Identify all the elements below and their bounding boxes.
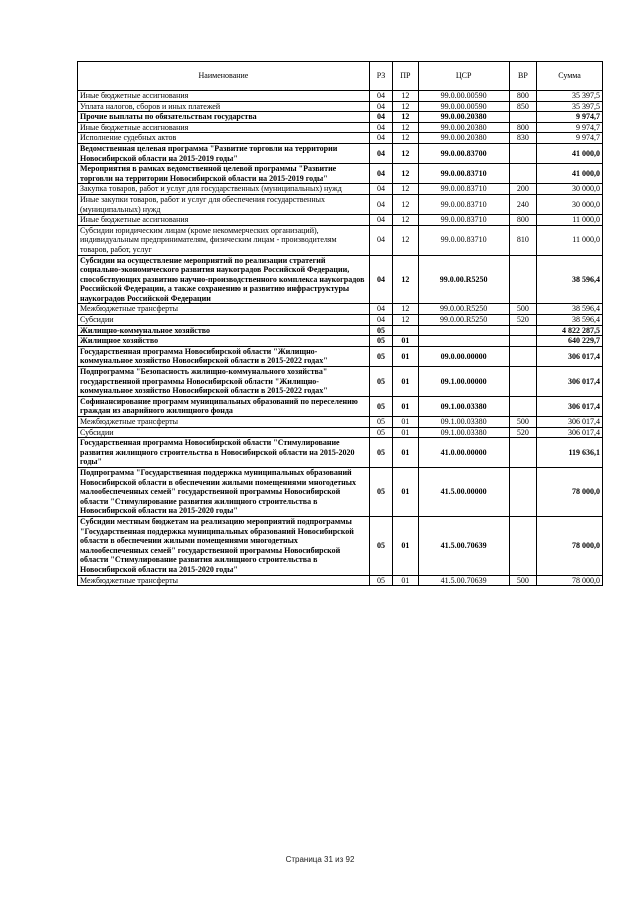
cell-rz: 04 xyxy=(369,304,392,315)
cell-name: Подпрограмма "Государственная поддержка муниципальных образований Новосибирской области в обеспечении жилыми помещениями многодетных малообеспеченных семей" государственной программы Новосибирской области "Стимулирование развития жилищного строительства в Новосибирской области на 2015-2020 годы" xyxy=(78,467,370,516)
cell-vr xyxy=(509,516,536,575)
cell-sum: 38 596,4 xyxy=(537,315,603,326)
cell-pr: 12 xyxy=(393,255,418,304)
table-row xyxy=(78,304,603,315)
cell-csr xyxy=(418,325,509,336)
table-row xyxy=(78,575,603,586)
cell-vr xyxy=(509,467,536,516)
cell-rz: 05 xyxy=(369,427,392,438)
cell-rz: 04 xyxy=(369,122,392,133)
cell-vr: 810 xyxy=(509,225,536,255)
table-row xyxy=(78,215,603,226)
cell-name: Иные бюджетные ассигнования xyxy=(78,91,370,102)
cell-sum: 9 974,7 xyxy=(537,133,603,144)
cell-rz: 05 xyxy=(369,336,392,347)
cell-csr: 99.0.00.83710 xyxy=(418,215,509,226)
cell-csr: 09.1.00.03380 xyxy=(418,427,509,438)
table-row xyxy=(78,427,603,438)
cell-name: Субсидии xyxy=(78,427,370,438)
cell-sum: 4 822 287,5 xyxy=(537,325,603,336)
cell-sum: 640 229,7 xyxy=(537,336,603,347)
cell-name: Межбюджетные трансферты xyxy=(78,304,370,315)
cell-rz: 04 xyxy=(369,215,392,226)
table-row xyxy=(78,164,603,184)
cell-sum: 306 017,4 xyxy=(537,367,603,397)
table-row xyxy=(78,101,603,112)
cell-pr: 12 xyxy=(393,112,418,123)
page-footer: Страница 31 из 92 xyxy=(285,855,355,864)
cell-vr: 800 xyxy=(509,215,536,226)
cell-name: Мероприятия в рамках ведомственной целевой программы "Развитие торговли на территории Новосибирской области на 2015-2019 годы" xyxy=(78,164,370,184)
cell-pr: 01 xyxy=(393,336,418,347)
cell-rz: 04 xyxy=(369,133,392,144)
cell-pr: 12 xyxy=(393,215,418,226)
cell-name: Подпрограмма "Безопасность жилищно-коммунального хозяйства" государственной программы Новосибирской области "Жилищно-коммунальное хозяйство Новосибирской области в 2015-2022 годах" xyxy=(78,367,370,397)
cell-sum: 38 596,4 xyxy=(537,255,603,304)
cell-csr: 99.0.00.83710 xyxy=(418,164,509,184)
cell-name: Иные бюджетные ассигнования xyxy=(78,215,370,226)
cell-csr: 41.5.00.70639 xyxy=(418,516,509,575)
table-row xyxy=(78,194,603,214)
cell-pr: 12 xyxy=(393,91,418,102)
header-row xyxy=(78,62,603,91)
cell-csr: 99.0.00.00590 xyxy=(418,101,509,112)
table-row xyxy=(78,184,603,195)
cell-pr: 12 xyxy=(393,133,418,144)
cell-name: Субсидии юридическим лицам (кроме некоммерческих организаций), индивидуальным предпринимателям, физическим лицам - производителям товаров, работ, услуг xyxy=(78,225,370,255)
header-vr: ВР xyxy=(509,62,536,91)
cell-pr: 12 xyxy=(393,101,418,112)
cell-vr xyxy=(509,255,536,304)
cell-pr: 01 xyxy=(393,438,418,468)
table-row xyxy=(78,346,603,366)
cell-rz: 05 xyxy=(369,438,392,468)
cell-pr: 12 xyxy=(393,225,418,255)
cell-csr: 99.0.00.83710 xyxy=(418,184,509,195)
cell-rz: 05 xyxy=(369,467,392,516)
cell-rz: 05 xyxy=(369,417,392,428)
table-row xyxy=(78,438,603,468)
cell-pr: 01 xyxy=(393,417,418,428)
cell-vr: 520 xyxy=(509,315,536,326)
cell-csr: 99.0.00.20380 xyxy=(418,133,509,144)
cell-pr: 12 xyxy=(393,184,418,195)
cell-csr: 99.0.00.20380 xyxy=(418,112,509,123)
cell-csr: 41.0.00.00000 xyxy=(418,438,509,468)
table-row xyxy=(78,315,603,326)
cell-name: Прочие выплаты по обязательствам государства xyxy=(78,112,370,123)
cell-pr: 01 xyxy=(393,467,418,516)
cell-csr: 41.5.00.70639 xyxy=(418,575,509,586)
cell-name: Исполнение судебных актов xyxy=(78,133,370,144)
cell-sum: 35 397,5 xyxy=(537,91,603,102)
cell-pr: 01 xyxy=(393,367,418,397)
table-row xyxy=(78,143,603,163)
cell-pr xyxy=(393,325,418,336)
cell-rz: 04 xyxy=(369,184,392,195)
cell-vr xyxy=(509,112,536,123)
cell-sum: 306 017,4 xyxy=(537,427,603,438)
cell-name: Субсидии местным бюджетам на реализацию мероприятий подпрограммы "Государственная поддержка муниципальных образований Новосибирской области в обеспечении жилыми помещениями многодетных малообеспеченных семей" государственной программы Новосибирской области "Стимулирование развития жилищного строительства в Новосибирской области на 2015-2020 годы" xyxy=(78,516,370,575)
cell-name: Государственная программа Новосибирской области "Стимулирование развития жилищного строительства в Новосибирской области на 2015-2020 годы" xyxy=(78,438,370,468)
cell-sum: 30 000,0 xyxy=(537,184,603,195)
cell-rz: 04 xyxy=(369,101,392,112)
cell-name: Жилищное хозяйство xyxy=(78,336,370,347)
cell-vr: 240 xyxy=(509,194,536,214)
cell-rz: 05 xyxy=(369,346,392,366)
cell-pr: 01 xyxy=(393,396,418,416)
cell-csr: 99.0.00.20380 xyxy=(418,122,509,133)
cell-name: Государственная программа Новосибирской области "Жилищно-коммунальное хозяйство Новосибирской области в 2015-2022 годах" xyxy=(78,346,370,366)
cell-vr xyxy=(509,325,536,336)
table-row xyxy=(78,225,603,255)
table-row xyxy=(78,396,603,416)
cell-sum: 30 000,0 xyxy=(537,194,603,214)
cell-pr: 01 xyxy=(393,516,418,575)
table-row xyxy=(78,467,603,516)
table-row xyxy=(78,417,603,428)
cell-csr: 09.1.00.03380 xyxy=(418,417,509,428)
cell-csr: 09.1.00.00000 xyxy=(418,367,509,397)
cell-rz: 05 xyxy=(369,516,392,575)
cell-rz: 04 xyxy=(369,91,392,102)
cell-sum: 38 596,4 xyxy=(537,304,603,315)
header-csr: ЦСР xyxy=(418,62,509,91)
cell-csr: 09.1.00.03380 xyxy=(418,396,509,416)
cell-pr: 01 xyxy=(393,575,418,586)
table-row xyxy=(78,255,603,304)
cell-rz: 04 xyxy=(369,194,392,214)
cell-csr: 99.0.00.R5250 xyxy=(418,315,509,326)
cell-rz: 04 xyxy=(369,225,392,255)
cell-vr: 800 xyxy=(509,122,536,133)
cell-sum: 11 000,0 xyxy=(537,225,603,255)
cell-rz: 04 xyxy=(369,112,392,123)
cell-rz: 04 xyxy=(369,143,392,163)
cell-sum: 35 397,5 xyxy=(537,101,603,112)
cell-name: Межбюджетные трансферты xyxy=(78,575,370,586)
cell-pr: 12 xyxy=(393,164,418,184)
table-row xyxy=(78,336,603,347)
cell-vr: 200 xyxy=(509,184,536,195)
cell-vr xyxy=(509,346,536,366)
cell-sum: 9 974,7 xyxy=(537,112,603,123)
cell-pr: 01 xyxy=(393,427,418,438)
cell-sum: 306 017,4 xyxy=(537,396,603,416)
cell-rz: 05 xyxy=(369,575,392,586)
cell-csr: 99.0.00.83710 xyxy=(418,194,509,214)
cell-name: Иные бюджетные ассигнования xyxy=(78,122,370,133)
cell-vr: 500 xyxy=(509,575,536,586)
cell-name: Уплата налогов, сборов и иных платежей xyxy=(78,101,370,112)
cell-pr: 12 xyxy=(393,315,418,326)
cell-name: Софинансирование программ муниципальных образований по переселению граждан из аварийного жилищного фонда xyxy=(78,396,370,416)
cell-rz: 05 xyxy=(369,325,392,336)
header-rz: РЗ xyxy=(369,62,392,91)
cell-sum: 78 000,0 xyxy=(537,467,603,516)
cell-vr xyxy=(509,367,536,397)
cell-sum: 9 974,7 xyxy=(537,122,603,133)
cell-vr xyxy=(509,336,536,347)
cell-name: Закупка товаров, работ и услуг для государственных (муниципальных) нужд xyxy=(78,184,370,195)
cell-sum: 306 017,4 xyxy=(537,346,603,366)
cell-sum: 41 000,0 xyxy=(537,164,603,184)
cell-name: Межбюджетные трансферты xyxy=(78,417,370,428)
cell-name: Ведомственная целевая программа "Развитие торговли на территории Новосибирской области на 2015-2019 годы" xyxy=(78,143,370,163)
cell-sum: 306 017,4 xyxy=(537,417,603,428)
cell-sum: 78 000,0 xyxy=(537,516,603,575)
table-row xyxy=(78,112,603,123)
cell-pr: 12 xyxy=(393,194,418,214)
cell-rz: 04 xyxy=(369,164,392,184)
cell-csr: 09.0.00.00000 xyxy=(418,346,509,366)
cell-csr: 99.0.00.83710 xyxy=(418,225,509,255)
table-row xyxy=(78,516,603,575)
cell-vr: 500 xyxy=(509,304,536,315)
cell-vr xyxy=(509,438,536,468)
cell-vr: 500 xyxy=(509,417,536,428)
header-sum: Сумма xyxy=(537,62,603,91)
cell-vr xyxy=(509,164,536,184)
cell-csr: 99.0.00.83700 xyxy=(418,143,509,163)
cell-sum: 78 000,0 xyxy=(537,575,603,586)
cell-rz: 05 xyxy=(369,396,392,416)
budget-table xyxy=(77,61,603,586)
cell-sum: 119 636,1 xyxy=(537,438,603,468)
cell-csr: 99.0.00.00590 xyxy=(418,91,509,102)
table-row xyxy=(78,325,603,336)
cell-csr: 99.0.00.R5250 xyxy=(418,255,509,304)
cell-csr: 99.0.00.R5250 xyxy=(418,304,509,315)
cell-csr xyxy=(418,336,509,347)
table-row xyxy=(78,133,603,144)
cell-csr: 41.5.00.00000 xyxy=(418,467,509,516)
cell-name: Жилищно-коммунальное хозяйство xyxy=(78,325,370,336)
table-row xyxy=(78,122,603,133)
cell-name: Субсидии xyxy=(78,315,370,326)
cell-rz: 04 xyxy=(369,255,392,304)
cell-rz: 05 xyxy=(369,367,392,397)
cell-pr: 12 xyxy=(393,143,418,163)
cell-vr: 520 xyxy=(509,427,536,438)
header-pr: ПР xyxy=(393,62,418,91)
cell-sum: 11 000,0 xyxy=(537,215,603,226)
cell-vr: 830 xyxy=(509,133,536,144)
cell-sum: 41 000,0 xyxy=(537,143,603,163)
cell-pr: 12 xyxy=(393,122,418,133)
table-row xyxy=(78,367,603,397)
cell-vr: 850 xyxy=(509,101,536,112)
cell-rz: 04 xyxy=(369,315,392,326)
table-row xyxy=(78,91,603,102)
table-body xyxy=(78,91,603,586)
cell-pr: 01 xyxy=(393,346,418,366)
cell-vr xyxy=(509,396,536,416)
cell-vr: 800 xyxy=(509,91,536,102)
cell-vr xyxy=(509,143,536,163)
cell-pr: 12 xyxy=(393,304,418,315)
cell-name: Субсидии на осуществление мероприятий по реализации стратегий социально-экономического развития наукоградов Российской Федерации, способствующих развитию научно-производственного комплекса наукоградов Российской Федерации, а также сохранению и развитию инфраструктуры наукоградов Российской Федерации xyxy=(78,255,370,304)
header-name: Наименование xyxy=(78,62,370,91)
table-header xyxy=(78,62,603,91)
cell-name: Иные закупки товаров, работ и услуг для обеспечения государственных (муниципальных) нужд xyxy=(78,194,370,214)
